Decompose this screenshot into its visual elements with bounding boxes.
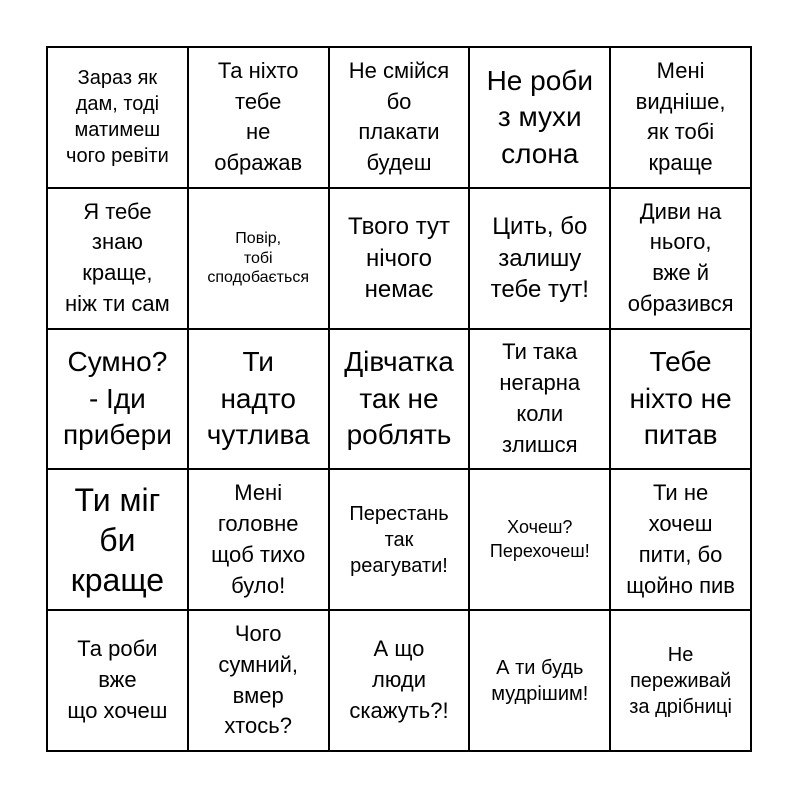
- cell-text: Тебе ніхто не питав: [629, 346, 732, 451]
- bingo-cell-r5c4[interactable]: [470, 611, 611, 752]
- cell-text: Та роби вже що хочеш: [67, 636, 168, 723]
- cell-text: Твого тут нічого немає: [348, 213, 450, 303]
- cell-text: А що люди скажуть?!: [349, 636, 449, 723]
- cell-text: Не переживай за дрібниці: [629, 643, 732, 718]
- bingo-cell-r5c2[interactable]: [189, 611, 330, 752]
- bingo-cell-r1c4[interactable]: [470, 48, 611, 189]
- bingo-cell-r4c2[interactable]: [189, 470, 330, 611]
- cell-text: Хочеш? Перехочеш!: [489, 517, 590, 561]
- cell-text: Цить, бо залишу тебе тут!: [490, 213, 589, 303]
- bingo-cell-r3c5[interactable]: [611, 330, 752, 471]
- cell-text: Ти така негарна коли злишся: [499, 339, 581, 457]
- cell-text: А ти будь мудрішим!: [491, 656, 589, 705]
- cell-text: Диви на нього, вже й образився: [627, 198, 734, 316]
- cell-text: Мені головне щоб тихо було!: [211, 480, 306, 598]
- bingo-cell-r3c3[interactable]: [330, 330, 471, 471]
- cell-text: Мені видніше, як тобі краще: [635, 57, 726, 176]
- bingo-cell-r2c4[interactable]: [470, 189, 611, 330]
- bingo-cell-r2c2[interactable]: [189, 189, 330, 330]
- bingo-cell-r4c5[interactable]: [611, 470, 752, 611]
- cell-text: Ти надто чутлива: [206, 346, 310, 451]
- bingo-cell-r5c5[interactable]: [611, 611, 752, 752]
- bingo-cell-r1c2[interactable]: [189, 48, 330, 189]
- cell-text: Чого сумний, вмер хтось?: [218, 621, 299, 739]
- cell-text: Ти не хочеш пити, бо щойно пив: [626, 480, 735, 598]
- bingo-cell-r2c5[interactable]: [611, 189, 752, 330]
- bingo-cell-r1c5[interactable]: [611, 48, 752, 189]
- cell-text: Ти міг би краще: [70, 481, 165, 598]
- bingo-cell-r3c1[interactable]: [48, 330, 189, 471]
- cell-text: Не роби з мухи слона: [486, 64, 593, 169]
- cell-text: Не смійся бо плакати будеш: [348, 57, 450, 176]
- cell-text: Повір, тобі сподобається: [207, 230, 310, 286]
- cell-text: Перестань так реагувати!: [349, 502, 449, 577]
- bingo-cell-r1c1[interactable]: [48, 48, 189, 189]
- cell-text: Зараз як дам, тоді матимеш чого ревіти: [66, 67, 169, 168]
- bingo-cell-r5c3[interactable]: [330, 611, 471, 752]
- bingo-cell-r2c1[interactable]: [48, 189, 189, 330]
- cell-text: Я тебе знаю краще, ніж ти сам: [65, 198, 170, 316]
- cell-text: Дівчатка так не роблять: [344, 346, 454, 451]
- bingo-cell-r5c1[interactable]: [48, 611, 189, 752]
- bingo-cell-r4c4[interactable]: [470, 470, 611, 611]
- bingo-cell-r4c3[interactable]: [330, 470, 471, 611]
- bingo-cell-r4c1[interactable]: [48, 470, 189, 611]
- bingo-cell-r1c3[interactable]: [330, 48, 471, 189]
- cell-text: Та ніхто тебе не ображав: [214, 57, 303, 176]
- bingo-cell-r2c3[interactable]: [330, 189, 471, 330]
- bingo-board: [46, 46, 752, 752]
- cell-text: Сумно? - Іди прибери: [62, 346, 172, 451]
- bingo-cell-r3c2[interactable]: [189, 330, 330, 471]
- bingo-cell-r3c4[interactable]: [470, 330, 611, 471]
